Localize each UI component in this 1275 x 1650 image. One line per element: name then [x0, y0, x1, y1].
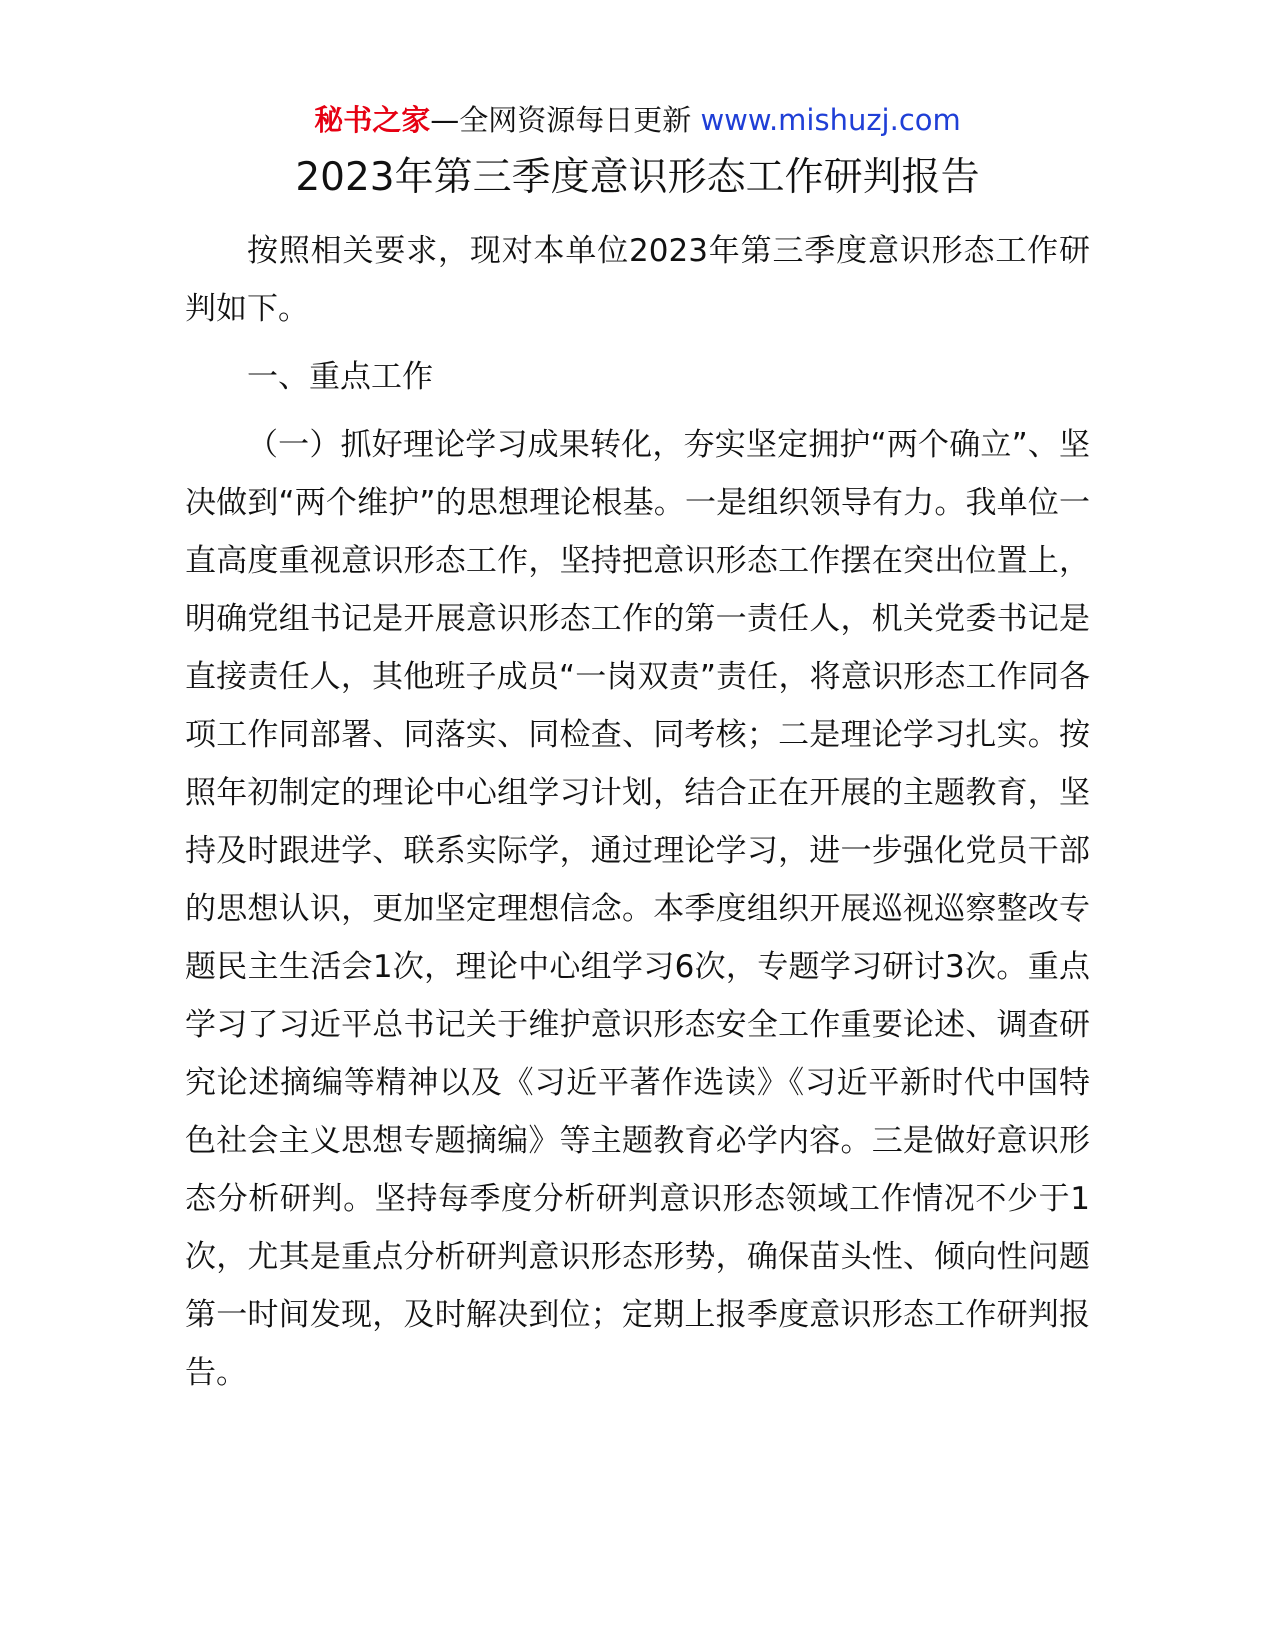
brand-name: 秘书之家	[314, 103, 431, 137]
header-tagline: —全网资源每日更新	[430, 103, 701, 137]
site-url: www.mishuzj.com	[700, 103, 961, 137]
intro-paragraph: 按照相关要求，现对本单位2023年第三季度意识形态工作研判如下。	[185, 233, 1090, 327]
section-paragraph: （一）抓好理论学习成果转化，夯实坚定拥护“两个确立”、坚决做到“两个维护”的思想理论根基。一是组织领导有力。我单位一直高度重视意识形态工作，坚持把意识形态工作摆在突出位置上，明确党组书记是开展意识形态工作的第一责任人，机关党委书记是直接责任人，其他班子成员“一岗双责”责任，将意识形态工作同各项工作同部署、同落实、同检查、同考核；二是理论学习扎实。按照年初制定的理论中心组学习计划，结合正在开展的主题教育，坚持及时跟进学、联系实际学，通过理论学习，进一步强化党员干部的思想认识，更加坚定理想信念。本季度组织开展巡视巡察整改专题民主生活会1次，理论中心组学习6次，专题学习研讨3次。重点学习了习近平总书记关于维护意识形态安全工作重要论述、调查研究论述摘编等精神以及《习近平著作选读》《习近平新时代中国特色社会主义思想专题摘编》等主题教育必学内容。三是做好意识形态分析研判。坚持每季度分析研判意识形态领域工作情况不少于1次，尤其是重点分析研判意识形态形势，确保苗头性、倾向性问题第一时间发现，及时解决到位；定期上报季度意识形态工作研判报告。	[185, 427, 1090, 1391]
section-heading: 一、重点工作	[247, 359, 433, 395]
document-body	[185, 222, 1090, 1402]
site-header	[0, 100, 1275, 140]
document-title: 2023年第三季度意识形态工作研判报告	[295, 155, 980, 200]
